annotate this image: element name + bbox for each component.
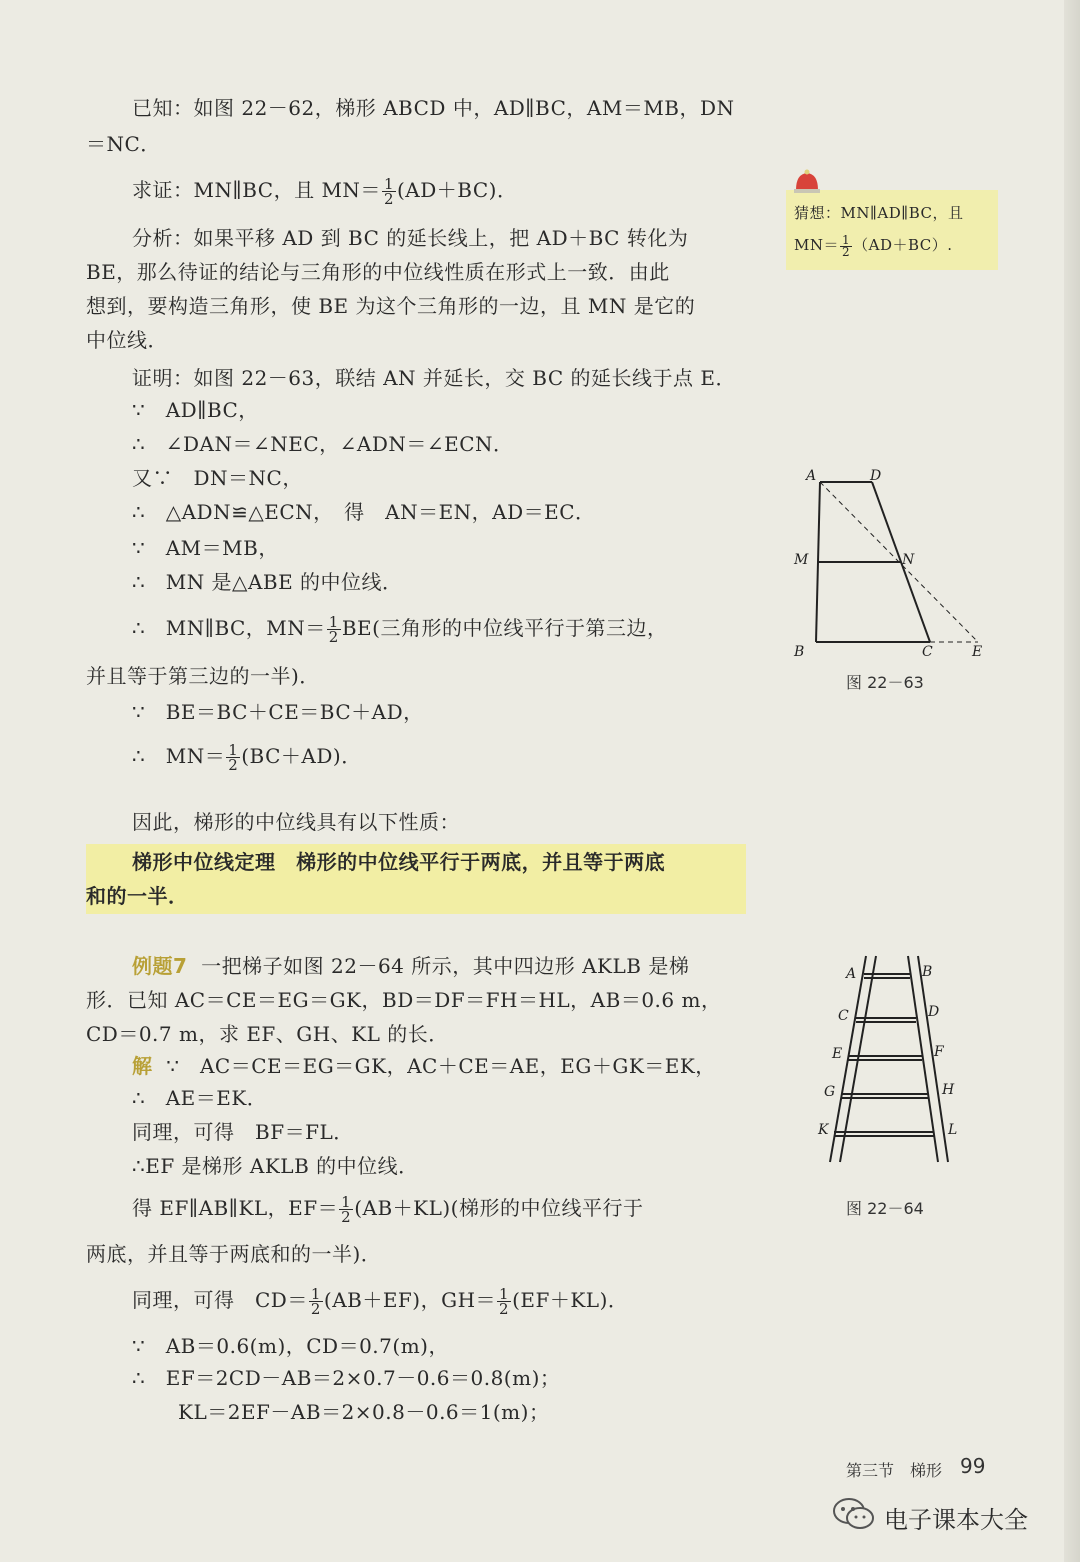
analysis-line-1: 分析：如果平移 AD 到 BC 的延长线上，把 AD＋BC 转化为 <box>132 226 689 250</box>
theorem-title: 梯形中位线定理 <box>132 850 276 874</box>
label-C: C <box>838 1008 849 1024</box>
guess-sidenote <box>786 190 998 270</box>
label-K: K <box>818 1122 829 1138</box>
solution-line-6: 两底，并且等于两底和的一半)． <box>86 1242 382 1266</box>
watermark-text: 电子课本大全 <box>884 1506 1028 1534</box>
solution-line-2: ∴ AE＝EK． <box>132 1086 268 1110</box>
example-line-1: 例题7 一把梯子如图 22－64 所示，其中四边形 AKLB 是梯 <box>132 954 690 978</box>
figure-22-64 <box>812 950 972 1174</box>
figure-22-63-caption: 图 22－63 <box>846 673 924 692</box>
sidenote-line-2: MN＝ $\frac{1}{2}$ （AD＋BC）. <box>794 232 953 259</box>
prove-line: 求证：MN∥BC，且 MN＝ $\frac{1}{2}$ (AD＋BC)． <box>132 175 518 208</box>
given-line-1: 已知：如图 22－62，梯形 ABCD 中，AD∥BC，AM＝MB，DN <box>132 96 735 120</box>
analysis-line-3: 想到，要构造三角形，使 BE 为这个三角形的一边，且 MN 是它的 <box>86 294 696 318</box>
proof-line-9: 并且等于第三边的一半)． <box>86 664 320 688</box>
theorem-line-2: 和的一半． <box>86 884 189 908</box>
label-E: E <box>832 1046 843 1062</box>
proof-line-4: 又∵ DN＝NC， <box>132 466 303 490</box>
proof-line-7: ∴ MN 是△ABE 的中位线． <box>132 570 403 594</box>
label-E: E <box>972 644 983 660</box>
proof-line-2: ∵ AD∥BC， <box>132 398 259 422</box>
theorem-line-1: 梯形中位线定理 梯形的中位线平行于两底，并且等于两底 <box>132 850 666 874</box>
analysis-line-2: BE，那么待证的结论与三角形的中位线性质在形式上一致．由此 <box>86 260 670 284</box>
given-line-2: ＝NC． <box>86 132 161 156</box>
sidenote-line-1: 猜想：MN∥AD∥BC，且 <box>794 204 964 222</box>
label-D: D <box>928 1004 940 1020</box>
proof-line-11: ∴ MN＝ $\frac{1}{2}$ (BC＋AD)． <box>132 741 362 774</box>
fraction-half: $\frac{1}{2}$ <box>383 175 394 208</box>
figure-22-64-caption: 图 22－64 <box>846 1199 924 1218</box>
label-F: F <box>934 1044 944 1060</box>
section-title: 第三节 梯形 <box>846 1461 943 1480</box>
label-M: M <box>794 552 809 568</box>
conclusion-line: 因此，梯形的中位线具有以下性质： <box>132 810 460 834</box>
solution-line-8: ∵ AB＝0.6(m)，CD＝0.7(m)， <box>132 1334 449 1358</box>
label-H: H <box>942 1082 955 1098</box>
label-L: L <box>948 1122 958 1138</box>
solution-label: 解 <box>132 1054 153 1078</box>
solution-line-4: ∴EF 是梯形 AKLB 的中位线． <box>132 1154 419 1178</box>
page-edge <box>1064 0 1080 1562</box>
figure-22-63 <box>788 464 994 664</box>
example-label: 例题7 <box>132 954 188 978</box>
label-D: D <box>870 468 882 484</box>
proof-line-3: ∴ ∠DAN＝∠NEC，∠ADN＝∠ECN． <box>132 432 514 456</box>
proof-line-10: ∵ BE＝BC＋CE＝BC＋AD， <box>132 700 424 724</box>
label-B: B <box>794 644 805 660</box>
proof-line-6: ∵ AM＝MB， <box>132 536 279 560</box>
proof-line-5: ∴ △ADN≌△ECN， 得 AN＝EN，AD＝EC． <box>132 500 596 524</box>
label-B: B <box>922 964 933 980</box>
solution-line-1: 解 ∵ AC＝CE＝EG＝GK，AC＋CE＝AE，EG＋GK＝EK， <box>132 1054 716 1078</box>
analysis-line-4: 中位线． <box>86 328 168 352</box>
solution-line-9: ∴ EF＝2CD－AB＝2×0.7－0.6＝0.8(m)； <box>132 1366 561 1390</box>
label-N: N <box>902 552 915 568</box>
proof-line-1: 证明：如图 22－63，联结 AN 并延长，交 BC 的延长线于点 E． <box>132 366 736 390</box>
label-C: C <box>922 644 933 660</box>
label-A: A <box>806 468 817 484</box>
solution-line-3: 同理，可得 BF＝FL． <box>132 1120 354 1144</box>
page-number: 99 <box>960 1454 986 1478</box>
solution-line-7: 同理，可得 CD＝ $\frac{1}{2}$ (AB＋EF)，GH＝ $\frac{1}{2}$ (EF＋KL)． <box>132 1285 629 1318</box>
label-A: A <box>846 966 857 982</box>
solution-line-5: 得 EF∥AB∥KL，EF＝ $\frac{1}{2}$ (AB＋KL)(梯形的中位线平行于 <box>132 1193 644 1226</box>
example-line-2: 形．已知 AC＝CE＝EG＝GK，BD＝DF＝FH＝HL，AB＝0.6 m， <box>86 988 722 1012</box>
solution-line-10: KL＝2EF－AB＝2×0.8－0.6＝1(m)； <box>178 1400 550 1424</box>
proof-line-8: ∴ MN∥BC，MN＝ $\frac{1}{2}$ BE(三角形的中位线平行于第三边， <box>132 613 668 646</box>
thinking-bell-icon <box>792 168 822 194</box>
label-G: G <box>824 1084 836 1100</box>
example-line-3: CD＝0.7 m，求 EF、GH、KL 的长． <box>86 1022 449 1046</box>
wechat-icon <box>832 1496 876 1532</box>
